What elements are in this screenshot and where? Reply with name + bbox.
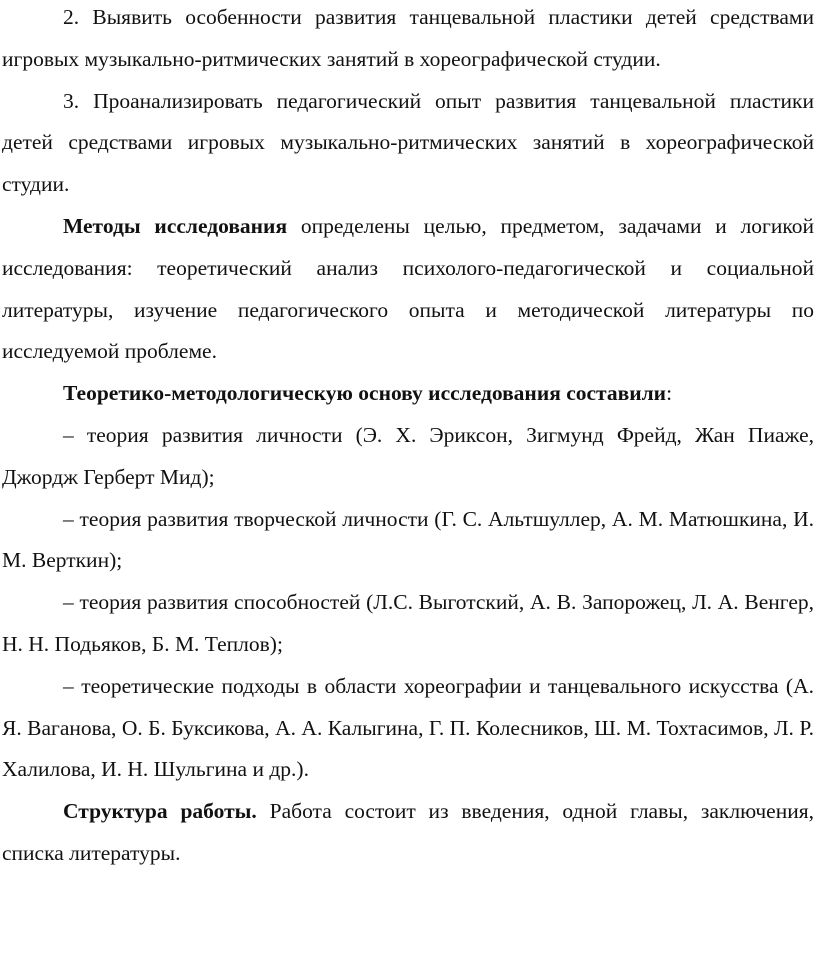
paragraph-methods bbox=[2, 206, 814, 373]
paragraph-basis-heading bbox=[2, 373, 814, 415]
paragraph-bold-lead: Структура работы. bbox=[63, 799, 257, 824]
paragraph-task-2 bbox=[2, 0, 814, 81]
list-item-theory-4 bbox=[2, 666, 814, 791]
paragraph-text: определены целью, предметом, задачами и логикой исследования: теоретический анализ психолого-педагогической и социальной литературы, изучение педагогического опыта и методической литературы по исследуемой проблеме. bbox=[2, 213, 814, 364]
paragraph-text: – теория развития личности (Э. Х. Эриксон, Зигмунд Фрейд, Жан Пиаже, Джордж Герберт Мид); bbox=[2, 422, 814, 489]
paragraph-bold-lead: Теоретико-методологическую основу исследования составили bbox=[63, 381, 667, 406]
list-item-theory-1 bbox=[2, 415, 814, 499]
paragraph-structure bbox=[2, 791, 814, 875]
paragraph-bold-lead: Методы исследования bbox=[63, 213, 288, 238]
list-item-theory-3 bbox=[2, 582, 814, 666]
paragraph-text: – теория развития способностей (Л.С. Выготский, А. В. Запорожец, Л. А. Венгер, Н. Н. Подьяков, Б. М. Теплов); bbox=[2, 590, 814, 656]
paragraph-text: Работа состоит из введения, одной главы, заключения, списка литературы. bbox=[2, 799, 814, 865]
paragraph-text: – теоретические подходы в области хореографии и танцевального искусства (А. Я. Ваганова, О. Б. Буксикова, А. А. Калыгина, Г. П. Колесников, Ш. М. Тохтасимов, Л. Р. Халилова, И. Н. Шульгина и др.). bbox=[2, 673, 814, 782]
paragraph-task-3 bbox=[2, 81, 814, 206]
paragraph-text: : bbox=[666, 381, 673, 406]
list-item-theory-2 bbox=[2, 499, 814, 583]
paragraph-text: 2. Выявить особенности развития танцевальной пластики детей средствами игровых музыкально-ритмических занятий в хореографической студии. bbox=[2, 5, 814, 71]
paragraph-text: – теория развития творческой личности (Г. С. Альтшуллер, А. М. Матюшкина, И. М. Верткин); bbox=[2, 506, 814, 573]
paragraph-text: 3. Проанализировать педагогический опыт развития танцевальной пластики детей средствами игровых музыкально-ритмических занятий в хореографической студии. bbox=[2, 88, 814, 197]
